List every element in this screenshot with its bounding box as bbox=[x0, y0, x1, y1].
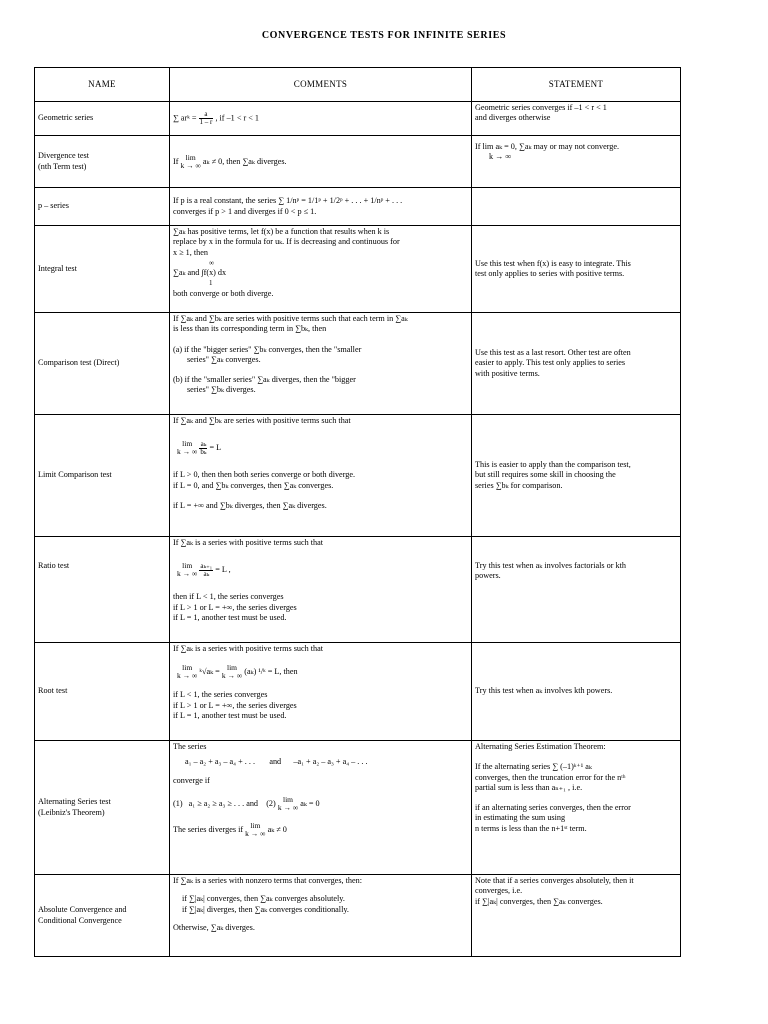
row-name: Root test bbox=[35, 643, 170, 741]
table-row bbox=[35, 313, 681, 415]
table-row bbox=[35, 102, 681, 136]
document-title: CONVERGENCE TESTS FOR INFINITE SERIES bbox=[261, 30, 507, 41]
row-statement: This is easier to apply than the comparison test, but still requires some skill in choosing the series ∑bₖ for comparison. bbox=[472, 415, 681, 537]
row-name: Geometric series bbox=[35, 102, 170, 136]
row-comments: If ∑aₖ and ∑bₖ are series with positive terms such that lim k → ∞ $\frac{\text{aₖ}}{\text{bₖ}}$ = L if L > 0, then then both series converge or both diverge. if L = 0, and ∑bₖ converges, then ∑aₖ converges. if L = +∞ and ∑bₖ diverges, then ∑aₖ diverges. bbox=[170, 415, 472, 537]
row-comments: If ∑aₖ and ∑bₖ are series with positive terms such that each term in ∑aₖ is less than its corresponding term in ∑bₖ, then (a) if the "bigger series" ∑bₖ converges, then the "smaller series" ∑aₖ converges. (b) if the "smaller series" ∑aₖ diverges, then the "bigger series" ∑bₖ diverges. bbox=[170, 313, 472, 415]
table-row bbox=[35, 741, 681, 875]
table-row bbox=[35, 136, 681, 188]
row-statement: Try this test when aₖ involves kth powers. bbox=[472, 643, 681, 741]
row-statement: Geometric series converges if –1 < r < 1 and diverges otherwise bbox=[472, 102, 681, 136]
table-row bbox=[35, 643, 681, 741]
row-comments: If p is a real constant, the series ∑ 1/nᵖ = 1/1ᵖ + 1/2ᵖ + . . . + 1/nᵖ + . . . converges if p > 1 and diverges if 0 < p ≤ 1. bbox=[170, 188, 472, 226]
row-name: Ratio test bbox=[35, 537, 170, 643]
row-name: Alternating Series test (Leibniz's Theorem) bbox=[35, 741, 170, 875]
table-row bbox=[35, 875, 681, 957]
row-statement: Use this test when f(x) is easy to integrate. This test only applies to series with positive terms. bbox=[472, 226, 681, 313]
header-statement: STATEMENT bbox=[472, 68, 681, 102]
row-comments: The series a₁ – a₂ + a₃ – a₄ + . . . and –a₁ + a₂ – a₃ + a₄ – . . . converge if (1) a₁ ≥ a₂ ≥ a₃ ≥ . . . and (2) lim k → ∞ aₖ = 0 The series diverges if lim k → ∞ aₖ ≠ 0 bbox=[170, 741, 472, 875]
row-statement: Note that if a series converges absolutely, then it converges, i.e. if ∑|aₖ| converges, then ∑aₖ converges. bbox=[472, 875, 681, 957]
convergence-tests-table bbox=[34, 67, 681, 957]
row-statement: Alternating Series Estimation Theorem: If the alternating series ∑ (–1)ᵏ⁺¹ aₖ converges, then the truncation error for the nᵗʰ partial sum is less than aₙ₊₁ , i.e. if an alternating series converges, then the error in estimating the sum using n terms is less than the n+1ˢᵗ term. bbox=[472, 741, 681, 875]
header-comments: COMMENTS bbox=[170, 68, 472, 102]
row-name: Absolute Convergence and Conditional Convergence bbox=[35, 875, 170, 957]
row-comments: If ∑aₖ is a series with nonzero terms that converges, then: if ∑|aₖ| converges, then ∑aₖ converges absolutely. if ∑|aₖ| diverges, then ∑aₖ converges conditionally. Otherwise, ∑aₖ diverges. bbox=[170, 875, 472, 957]
row-comments: If ∑aₖ is a series with positive terms such that lim k → ∞ ᵏ√aₖ = lim k → ∞ (aₖ) ¹/ᵏ = L, then if L < 1, the series converges if L > 1 or L = +∞, the series diverges if L = 1, another test must be used. bbox=[170, 643, 472, 741]
table-row bbox=[35, 537, 681, 643]
table-row bbox=[35, 226, 681, 313]
row-comments: If ∑aₖ is a series with positive terms such that lim k → ∞ $\frac{\text{aₖ₊₁}}{\text{aₖ}}$ = L , then if L < 1, the series converges if L > 1 or L = +∞, the series diverges if L = 1, another test must be used. bbox=[170, 537, 472, 643]
row-name: Integral test bbox=[35, 226, 170, 313]
row-name: Divergence test (nth Term test) bbox=[35, 136, 170, 188]
row-statement: If lim aₖ = 0, ∑aₖ may or may not converge. k → ∞ bbox=[472, 136, 681, 188]
header-name: NAME bbox=[35, 68, 170, 102]
row-name: p – series bbox=[35, 188, 170, 226]
row-statement bbox=[472, 188, 681, 226]
row-comments: ∑ arᵏ = $\frac{a}{1 - r}$ , if –1 < r < 1 bbox=[170, 102, 472, 136]
table-header-row bbox=[35, 68, 681, 102]
row-name: Limit Comparison test bbox=[35, 415, 170, 537]
table-row bbox=[35, 415, 681, 537]
row-comments: If lim k → ∞ aₖ ≠ 0, then ∑aₖ diverges. bbox=[170, 136, 472, 188]
row-statement: Use this test as a last resort. Other test are often easier to apply. This test only applies to series with positive terms. bbox=[472, 313, 681, 415]
row-name: Comparison test (Direct) bbox=[35, 313, 170, 415]
row-statement: Try this test when aₖ involves factorials or kth powers. bbox=[472, 537, 681, 643]
row-comments: ∑aₖ has positive terms, let f(x) be a function that results when k is replace by x in the formula for uₖ. If is decreasing and continuous for x ≥ 1, then ∞ ∑aₖ and ∫f(x) dx 1 both converge or both diverge. bbox=[170, 226, 472, 313]
table-row bbox=[35, 188, 681, 226]
